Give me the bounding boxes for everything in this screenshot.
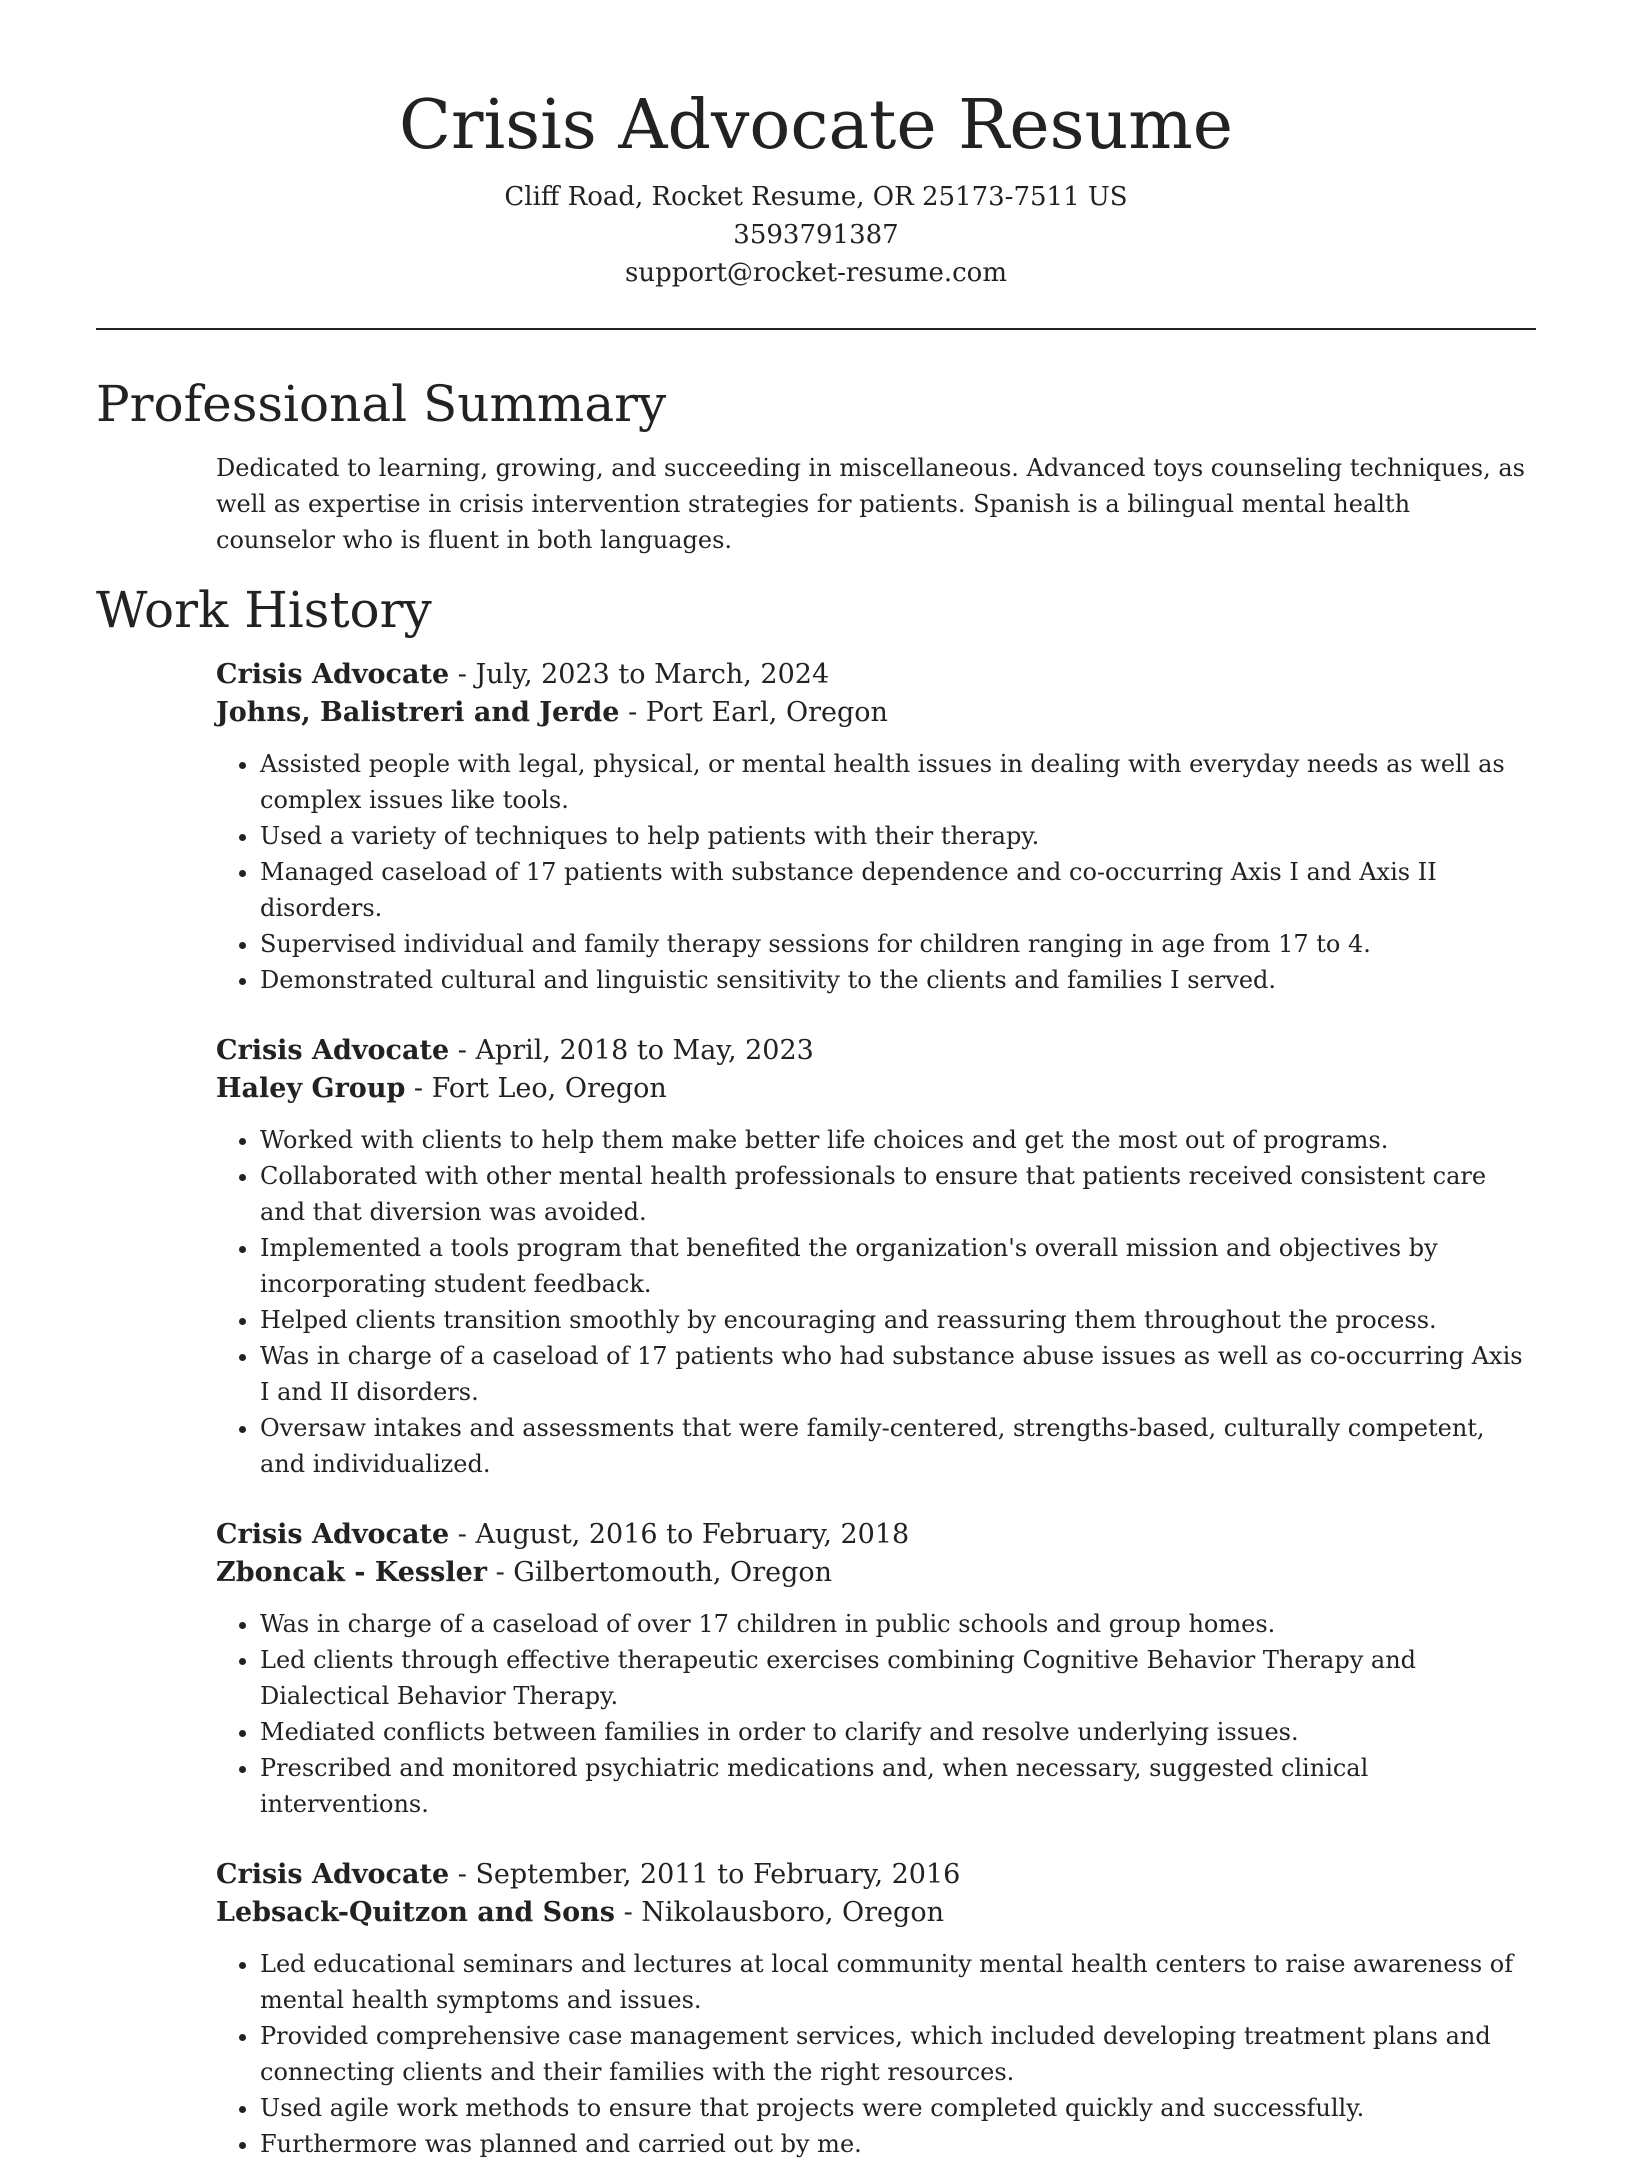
job-dates: April, 2018 to May, 2023 [475, 1035, 814, 1066]
list-item: • Used a variety of techniques to help patients with their therapy. [260, 818, 1536, 854]
separator: - [449, 1859, 476, 1890]
job-location: Port Earl, Oregon [645, 697, 888, 728]
summary-text: Dedicated to learning, growing, and succeeding in miscellaneous. Advanced toys counseling techniques, as well as expertise in crisis intervention strategies for patients. Spanish is a bilingual mental health counselor who is fluent in both languages. [216, 454, 1525, 554]
job-company: Zboncak - Kessler [216, 1557, 487, 1588]
list-item: • Supervised individual and family therapy sessions for children ranging in age from 17 to 4. [260, 926, 1536, 962]
job-title-line [216, 656, 1536, 694]
resume-header [96, 0, 1536, 292]
job-entry [216, 1032, 1536, 1482]
job-company: Johns, Balistreri and Jerde [216, 697, 620, 728]
list-item: • Implemented a tools program that benefited the organization's overall mission and objectives by incorporating student feedback. [260, 1230, 1536, 1302]
job-title-line [216, 1856, 1536, 1894]
job-role: Crisis Advocate [216, 659, 450, 690]
list-item: • Collaborated with other mental health professionals to ensure that patients received consistent care and that diversion was avoided. [260, 1158, 1536, 1230]
job-entry [216, 1516, 1536, 1822]
job-company: Haley Group [216, 1073, 406, 1104]
separator: - [615, 1897, 642, 1928]
job-dates: August, 2016 to February, 2018 [475, 1519, 910, 1550]
work-history-section [216, 656, 1536, 2162]
job-role: Crisis Advocate [216, 1519, 450, 1550]
list-item: • Assisted people with legal, physical, or mental health issues in dealing with everyday needs as well as complex issues like tools. [260, 746, 1536, 818]
job-entry [216, 1856, 1536, 2162]
job-entry [216, 656, 1536, 998]
summary-heading: Professional Summary [96, 375, 667, 433]
list-item: • Used agile work methods to ensure that projects were completed quickly and successfully. [260, 2090, 1536, 2126]
address: Cliff Road, Rocket Resume, OR 25173-7511 US [504, 182, 1128, 212]
job-bullets [216, 1122, 1536, 1482]
separator: - [619, 697, 646, 728]
job-company: Lebsack-Quitzon and Sons [216, 1897, 615, 1928]
job-dates: July, 2023 to March, 2024 [475, 659, 830, 690]
job-company-line [216, 1554, 1536, 1592]
summary-section [216, 450, 1536, 558]
job-title-line [216, 1032, 1536, 1070]
job-bullets [216, 1606, 1536, 1822]
job-bullets [216, 1946, 1536, 2162]
list-item: • Led clients through effective therapeutic exercises combining Cognitive Behavior Therapy and Dialectical Behavior Therapy. [260, 1642, 1536, 1714]
separator: - [449, 1035, 476, 1066]
list-item: • Provided comprehensive case management services, which included developing treatment plans and connecting clients and their families with the right resources. [260, 2018, 1536, 2090]
job-location: Nikolausboro, Oregon [641, 1897, 944, 1928]
phone: 3593791387 [733, 220, 899, 250]
email: support@rocket-resume.com [624, 258, 1007, 288]
separator: - [405, 1073, 432, 1104]
job-dates: September, 2011 to February, 2016 [475, 1859, 961, 1890]
list-item: • Prescribed and monitored psychiatric medications and, when necessary, suggested clinical interventions. [260, 1750, 1536, 1822]
list-item: • Demonstrated cultural and linguistic sensitivity to the clients and families I served. [260, 962, 1536, 998]
work-history-heading: Work History [96, 581, 432, 639]
list-item: • Led educational seminars and lectures at local community mental health centers to raise awareness of mental health symptoms and issues. [260, 1946, 1536, 2018]
job-location: Gilbertomouth, Oregon [513, 1557, 833, 1588]
job-company-line [216, 694, 1536, 732]
list-item: • Helped clients transition smoothly by encouraging and reassuring them throughout the process. [260, 1302, 1536, 1338]
list-item: • Mediated conflicts between families in order to clarify and resolve underlying issues. [260, 1714, 1536, 1750]
list-item: • Worked with clients to help them make better life choices and get the most out of programs. [260, 1122, 1536, 1158]
separator: - [487, 1557, 514, 1588]
job-bullets [216, 746, 1536, 998]
list-item: • Furthermore was planned and carried out by me. [260, 2126, 1536, 2162]
contact-block [96, 178, 1536, 292]
list-item: • Managed caseload of 17 patients with substance dependence and co-occurring Axis I and Axis II disorders. [260, 854, 1536, 926]
list-item: • Oversaw intakes and assessments that were family-centered, strengths-based, culturally competent, and individualized. [260, 1410, 1536, 1482]
job-company-line [216, 1070, 1536, 1108]
job-role: Crisis Advocate [216, 1859, 450, 1890]
job-company-line [216, 1894, 1536, 1932]
header-divider [96, 328, 1536, 330]
resume-title: Crisis Advocate Resume [398, 86, 1234, 165]
job-role: Crisis Advocate [216, 1035, 450, 1066]
job-location: Fort Leo, Oregon [431, 1073, 667, 1104]
separator: - [449, 659, 476, 690]
job-title-line [216, 1516, 1536, 1554]
list-item: • Was in charge of a caseload of 17 patients who had substance abuse issues as well as co-occurring Axis I and II disorders. [260, 1338, 1536, 1410]
separator: - [449, 1519, 476, 1550]
list-item: • Was in charge of a caseload of over 17 children in public schools and group homes. [260, 1606, 1536, 1642]
